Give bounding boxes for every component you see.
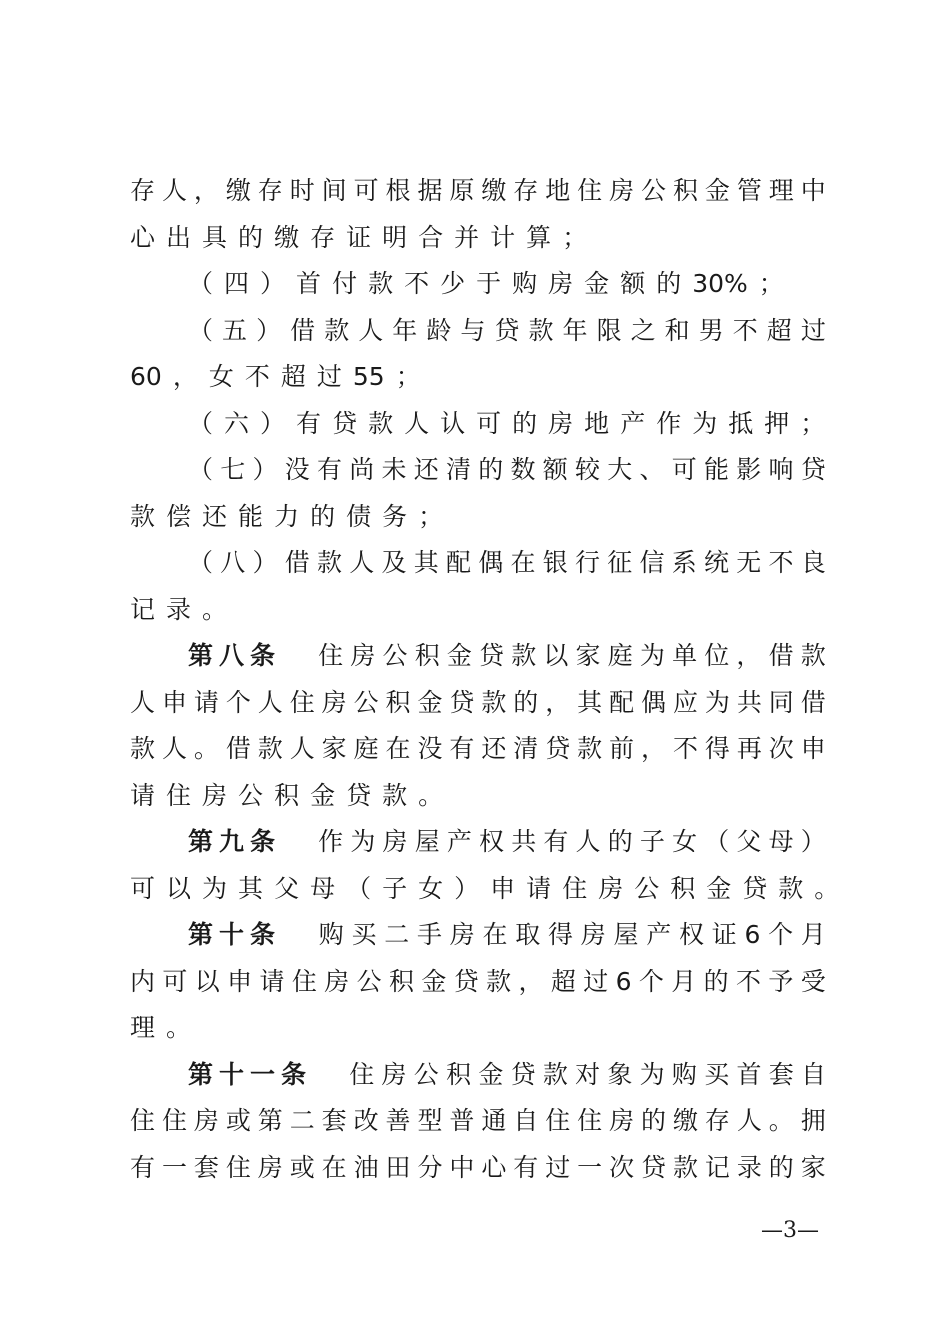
text-line: 第九条 作 为 房 屋 产 权 共 有 人 的 子 女 （ 父 母 ） — [130, 819, 826, 866]
text-line: 记 录 。 — [130, 594, 228, 624]
text-line: 内 可 以 申 请 住 房 公 积 金 贷 款 ， 超 过 6 个 月 的 不 予 受 — [130, 966, 826, 996]
article-heading: 第九条 — [188, 827, 282, 856]
body-text — [130, 168, 840, 1191]
text-line: 第八条 住 房 公 积 金 贷 款 以 家 庭 为 单 位 ， 借 款 — [130, 633, 826, 680]
text-line: （ 七 ） 没 有 尚 未 还 清 的 数 额 较 大 、 可 能 影 响 贷 — [188, 455, 826, 484]
text-line: 住 住 房 或 第 二 套 改 善 型 普 通 自 住 住 房 的 缴 存 人 。 拥 — [130, 1106, 826, 1135]
text-line: 存 人 ， 缴 存 时 间 可 根 据 原 缴 存 地 住 房 公 积 金 管 理 中 — [130, 176, 826, 205]
text-line: 第十条 购 买 二 手 房 在 取 得 房 屋 产 权 证 6 个 月 — [130, 912, 826, 959]
text-line: 心 出 具 的 缴 存 证 明 合 并 计 算 ； — [130, 222, 588, 252]
text-line: 有 一 套 住 房 或 在 油 田 分 中 心 有 过 一 次 贷 款 记 录 的 家 — [130, 1152, 826, 1182]
article-heading: 第十一条 — [188, 1059, 313, 1089]
page-number: —3— — [761, 1218, 819, 1243]
text-line: （ 五 ） 借 款 人 年 龄 与 贷 款 年 限 之 和 男 不 超 过 — [188, 315, 826, 345]
text-line: 理 。 — [130, 1013, 192, 1042]
text-line: 60 ， 女 不 超 过 55 ； — [130, 362, 421, 391]
text-line: 可 以 为 其 父 母 （ 子 女 ） 申 请 住 房 公 积 金 贷 款 。 — [130, 873, 840, 903]
text-line: （ 八 ） 借 款 人 及 其 配 偶 在 银 行 征 信 系 统 无 不 良 — [188, 548, 826, 577]
text-line: 款 偿 还 能 力 的 债 务 ； — [130, 501, 444, 531]
text-line: （ 四 ） 首 付 款 不 少 于 购 房 金 额 的 30% ； — [188, 269, 784, 298]
text-line: 款 人 。 借 款 人 家 庭 在 没 有 还 清 贷 款 前 ， 不 得 再 次 申 — [130, 734, 826, 763]
article-heading: 第八条 — [188, 641, 282, 670]
text-line: （ 六 ） 有 贷 款 人 认 可 的 房 地 产 作 为 抵 押 ； — [188, 408, 826, 438]
article-heading: 第十条 — [188, 920, 282, 949]
text-line: 请 住 房 公 积 金 贷 款 。 — [130, 780, 444, 810]
text-line: 人 申 请 个 人 住 房 公 积 金 贷 款 的 ， 其 配 偶 应 为 共 同 借 — [130, 687, 826, 717]
text-line: 第十一条 住 房 公 积 金 贷 款 对 象 为 购 买 首 套 自 — [130, 1052, 826, 1099]
